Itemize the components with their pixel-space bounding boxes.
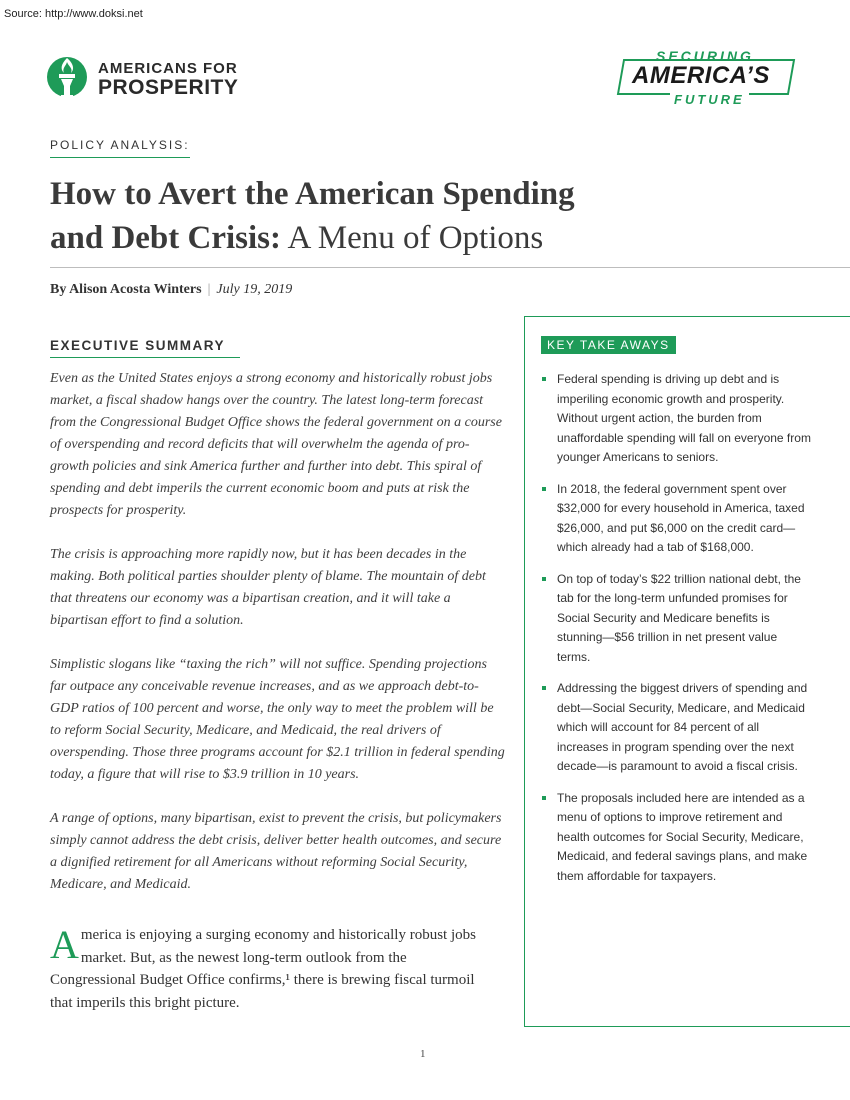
bullet-icon [542, 686, 546, 690]
list-item [541, 370, 811, 468]
byline [50, 282, 292, 298]
drop-cap: A [50, 922, 79, 967]
saf-logo-bottom: FUTURE [670, 92, 749, 107]
list-item [541, 480, 811, 558]
afp-logo-line1: AMERICANS FOR [98, 60, 238, 77]
section-label: POLICY ANALYSIS: [50, 138, 190, 152]
takeaway-text: On top of today’s $22 trillion national debt, the tab for the long-term unfunded promises for Social Security and Medicare benefits is stunning—$56 trillion in net present value terms. [557, 571, 801, 664]
key-takeaways-list [541, 370, 811, 898]
bullet-icon [542, 796, 546, 800]
saf-logo-top: SECURING [656, 48, 754, 64]
bullet-icon [542, 377, 546, 381]
takeaway-text: Addressing the biggest drivers of spending and debt—Social Security, Medicare, and Medicaid which will account for 84 percent of all increases in program spending over the next decade—is paramount to avoid a fiscal crisis. [557, 681, 808, 773]
takeaway-text: Federal spending is driving up debt and is imperiling economic growth and prosperity. Without urgent action, the burden from unaffordable spending will fall on everyone from younger Americans to seniors. [557, 372, 811, 464]
bullet-icon [542, 577, 546, 581]
afp-logo [46, 50, 266, 112]
summary-paragraph: The crisis is approaching more rapidly now, but it has been decades in the making. Both political parties shoulder plenty of blame. The mountain of debt that threatens our economy was a bipartisan creation, and it will take a bipartisan effort to find a solution. [50, 547, 486, 628]
saf-logo [620, 48, 800, 108]
list-item [541, 570, 811, 668]
byline-author: By Alison Acosta Winters [50, 282, 202, 297]
title-divider [50, 267, 850, 268]
source-url: Source: http://www.doksi.net [4, 8, 143, 20]
executive-summary-heading: EXECUTIVE SUMMARY [50, 338, 226, 353]
torch-icon [46, 50, 88, 104]
title-bold-line2: and Debt Crisis: [50, 220, 282, 256]
title-subtitle: A Menu of Options [281, 220, 544, 256]
bullet-icon [542, 487, 546, 491]
executive-summary [50, 368, 505, 918]
section-label-rule [50, 157, 190, 158]
body-intro-text: merica is enjoying a surging economy and historically robust jobs market. But, as the newest long-term outlook from the Congressional Budget Office confirms,¹ there is brewing fiscal turmoil that imperils this bright picture. [50, 927, 476, 1011]
summary-paragraph: Simplistic slogans like “taxing the rich” will not suffice. Spending projections far outpace any conceivable revenue increases, and as we approach debt-to-GDP ratios of 100 percent and worse, the only way to meet the problem will be to reform Social Security, Medicare, and Medicaid, the real drivers of overspending. Those three programs account for $2.1 trillion in federal spending today, a figure that will rise to $3.9 trillion in 10 years. [50, 657, 505, 782]
saf-logo-middle: AMERICA’S [632, 62, 770, 89]
body-intro [50, 924, 490, 1014]
byline-separator: | [207, 282, 211, 297]
takeaway-text: The proposals included here are intended as a menu of options to improve retirement and health outcomes for Social Security, Medicare, Medicaid, and federal savings plans, and make them affordable for taxpayers. [557, 790, 808, 883]
afp-logo-line2: PROSPERITY [98, 76, 239, 99]
title-bold-line1: How to Avert the American Spending [50, 176, 575, 212]
page-title [50, 172, 690, 260]
summary-paragraph: Even as the United States enjoys a strong economy and historically robust jobs market, a fiscal shadow hangs over the country. The latest long-term forecast from the Congressional Budget Office shows the federal government on a course of overspending and record deficits that will overwhelm the agenda of pro-growth policies and sink America further and further into debt. This spiral of spending and debt imperils the current economic boom and puts at risk the prospects for prosperity. [50, 371, 502, 518]
byline-date: July 19, 2019 [216, 282, 293, 297]
page-number: 1 [420, 1048, 426, 1060]
summary-paragraph: A range of options, many bipartisan, exist to prevent the crisis, but policymakers simply cannot address the debt crisis, deliver better health outcomes, and secure a dignified retirement for all Americans without reforming Social Security, Medicare, and Medicaid. [50, 811, 502, 892]
key-takeaways-label: KEY TAKE AWAYS [541, 336, 676, 354]
takeaway-text: In 2018, the federal government spent over $32,000 for every household in America, taxed $26,000, and put $6,000 on the credit card—which already had a tab of $168,000. [557, 481, 805, 554]
list-item [541, 789, 811, 887]
executive-summary-rule [50, 357, 240, 358]
list-item [541, 679, 811, 777]
